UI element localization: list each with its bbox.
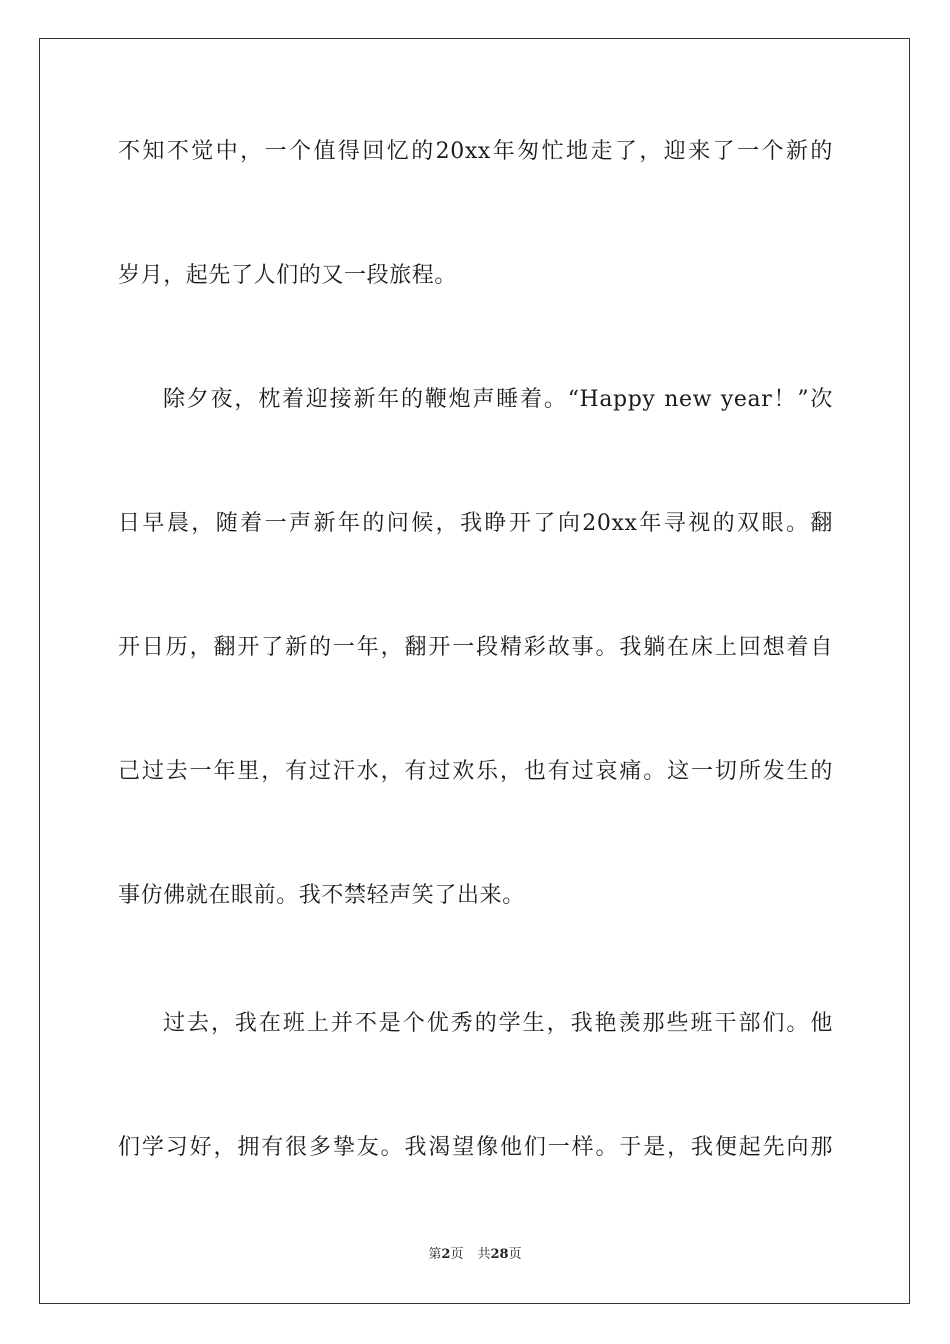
text-line-5: 开日历，翻开了新的一年，翻开一段精彩故事。我躺在床上回想着自 — [118, 635, 833, 660]
text-line-8: 过去，我在班上并不是个优秀的学生，我艳羡那些班干部们。他 — [163, 1011, 833, 1036]
page-footer — [0, 1246, 950, 1264]
total-suffix: 页 — [508, 1247, 522, 1262]
text-line-1: 不知不觉中，一个值得回忆的20xx年匆忙地走了，迎来了一个新的 — [118, 139, 833, 164]
text-line-7: 事仿佛就在眼前。我不禁轻声笑了出来。 — [118, 883, 525, 908]
page-suffix: 页 — [450, 1247, 464, 1262]
page-current: 2 — [441, 1247, 451, 1262]
text-line-4: 日早晨，随着一声新年的问候，我睁开了向20xx年寻视的双眼。翻 — [118, 511, 833, 536]
page-border — [39, 38, 910, 1304]
total-prefix: 共 — [477, 1247, 491, 1262]
text-line-3: 除夕夜，枕着迎接新年的鞭炮声睡着。“Happy new year！”次 — [163, 387, 833, 412]
text-line-2: 岁月，起先了人们的又一段旅程。 — [118, 263, 458, 288]
text-line-9: 们学习好，拥有很多挚友。我渴望像他们一样。于是，我便起先向那 — [118, 1135, 833, 1160]
page-total: 28 — [490, 1247, 509, 1262]
text-line-6: 己过去一年里，有过汗水，有过欢乐，也有过哀痛。这一切所发生的 — [118, 759, 833, 784]
page-prefix: 第 — [428, 1247, 442, 1262]
